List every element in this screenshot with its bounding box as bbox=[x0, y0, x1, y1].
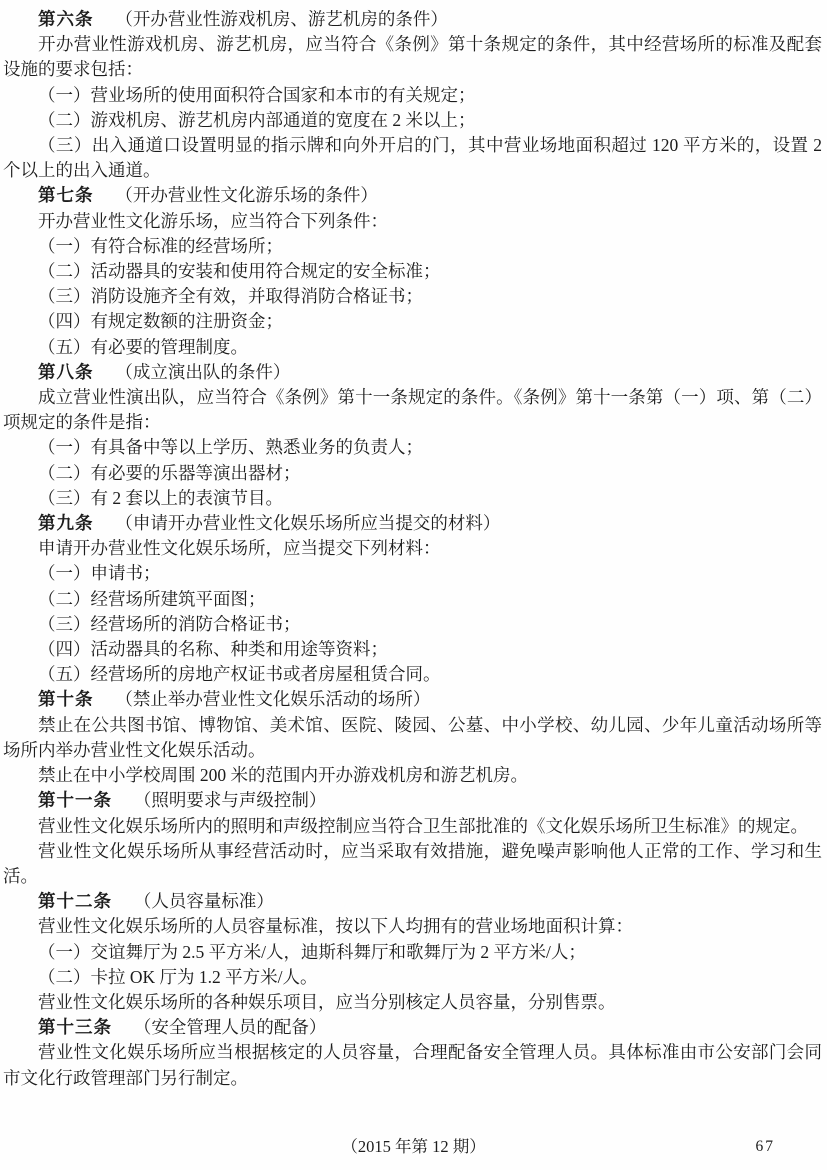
paragraph: （二）经营场所建筑平面图； bbox=[38, 588, 266, 609]
paragraph: （一）营业场所的使用面积符合国家和本市的有关规定； bbox=[38, 84, 476, 105]
paragraph: （二）游戏机房、游艺机房内部通道的宽度在 2 米以上； bbox=[38, 109, 476, 130]
paragraph: （五）有必要的管理制度。 bbox=[38, 336, 248, 357]
paragraph: （五）经营场所的房地产权证书或者房屋租赁合同。 bbox=[38, 664, 441, 685]
paragraph: （三）有 2 套以上的表演节目。 bbox=[38, 487, 283, 508]
paragraph: （四）活动器具的名称、种类和用途等资料； bbox=[38, 639, 388, 660]
article-title: （开办营业性文化游乐场的条件） bbox=[115, 185, 378, 206]
issue-label: （2015 年第 12 期） bbox=[341, 1137, 486, 1156]
article-number: 第七条 bbox=[38, 185, 94, 206]
article-number: 第六条 bbox=[38, 9, 94, 29]
paragraph: 开办营业性游戏机房、游艺机房，应当符合《条例》第十条规定的条件，其中经营场所的标准及配套设施的要求包括： bbox=[3, 34, 822, 80]
paragraph: 营业性文化娱乐场所内的照明和声级控制应当符合卫生部批准的《文化娱乐场所卫生标准》的规定。 bbox=[38, 815, 808, 836]
paragraph: （四）有规定数额的注册资金； bbox=[38, 311, 283, 332]
article-heading bbox=[3, 788, 822, 813]
article-number: 第八条 bbox=[38, 361, 94, 382]
article-title: （照明要求与声级控制） bbox=[133, 790, 327, 811]
paragraph: （二）活动器具的安装和使用符合规定的安全标准； bbox=[38, 261, 441, 282]
article-heading bbox=[3, 7, 822, 32]
paragraph: 禁止在公共图书馆、博物馆、美术馆、医院、陵园、公墓、中小学校、幼儿园、少年儿童活动场所等场所内举办营业性文化娱乐活动。 bbox=[3, 714, 822, 760]
article-heading bbox=[3, 183, 822, 208]
article-number: 第十三条 bbox=[38, 1017, 112, 1038]
paragraph: （三）消防设施齐全有效，并取得消防合格证书； bbox=[38, 286, 423, 307]
paragraph: 营业性文化娱乐场所从事经营活动时，应当采取有效措施，避免噪声影响他人正常的工作、学习和生活。 bbox=[3, 840, 822, 886]
article-title: （成立演出队的条件） bbox=[115, 361, 291, 382]
article-heading bbox=[3, 889, 822, 914]
paragraph: 营业性文化娱乐场所的各种娱乐项目，应当分别核定人员容量，分别售票。 bbox=[38, 991, 616, 1012]
paragraph: （三）出入通道口设置明显的指示牌和向外开启的门，其中营业场地面积超过 120 平方米的，设置 2 个以上的出入通道。 bbox=[3, 135, 822, 181]
document-content bbox=[3, 7, 822, 1091]
paragraph: （一）有符合标准的经营场所； bbox=[38, 235, 283, 256]
paragraph: （一）有具备中等以上学历、熟悉业务的负责人； bbox=[38, 437, 423, 458]
paragraph: 开办营业性文化游乐场，应当符合下列条件： bbox=[38, 210, 388, 231]
page-footer bbox=[0, 1134, 827, 1160]
article-title: （安全管理人员的配备） bbox=[133, 1017, 327, 1038]
paragraph: 申请开办营业性文化娱乐场所，应当提交下列材料： bbox=[38, 538, 441, 559]
article-title: （人员容量标准） bbox=[133, 891, 274, 912]
article-heading bbox=[3, 511, 822, 536]
paragraph: 成立营业性演出队，应当符合《条例》第十一条规定的条件。《条例》第十一条第（一）项、第（二）项规定的条件是指： bbox=[3, 387, 822, 433]
article-number: 第十一条 bbox=[38, 790, 112, 811]
article-number: 第九条 bbox=[38, 513, 94, 534]
article-heading bbox=[3, 360, 822, 385]
page-number: 67 bbox=[755, 1138, 775, 1155]
article-number: 第十条 bbox=[38, 689, 94, 710]
paragraph: （一）交谊舞厅为 2.5 平方米/人，迪斯科舞厅和歌舞厅为 2 平方米/人； bbox=[38, 941, 586, 962]
article-heading bbox=[3, 687, 822, 712]
article-title: （申请开办营业性文化娱乐场所应当提交的材料） bbox=[115, 513, 501, 534]
paragraph: 营业性文化娱乐场所应当根据核定的人员容量，合理配备安全管理人员。具体标准由市公安部门会同市文化行政管理部门另行制定。 bbox=[3, 1042, 822, 1088]
paragraph: （二）有必要的乐器等演出器材； bbox=[38, 462, 301, 483]
article-title: （开办营业性游戏机房、游艺机房的条件） bbox=[115, 9, 448, 29]
article-title: （禁止举办营业性文化娱乐活动的场所） bbox=[115, 689, 431, 710]
paragraph: 营业性文化娱乐场所的人员容量标准，按以下人均拥有的营业场地面积计算： bbox=[38, 916, 633, 937]
article-heading bbox=[3, 1015, 822, 1040]
paragraph: （一）申请书； bbox=[38, 563, 161, 584]
paragraph: 禁止在中小学校周围 200 米的范围内开办游戏机房和游艺机房。 bbox=[38, 765, 528, 786]
paragraph: （二）卡拉 OK 厅为 1.2 平方米/人。 bbox=[38, 966, 318, 987]
paragraph: （三）经营场所的消防合格证书； bbox=[38, 613, 301, 634]
article-number: 第十二条 bbox=[38, 891, 112, 912]
